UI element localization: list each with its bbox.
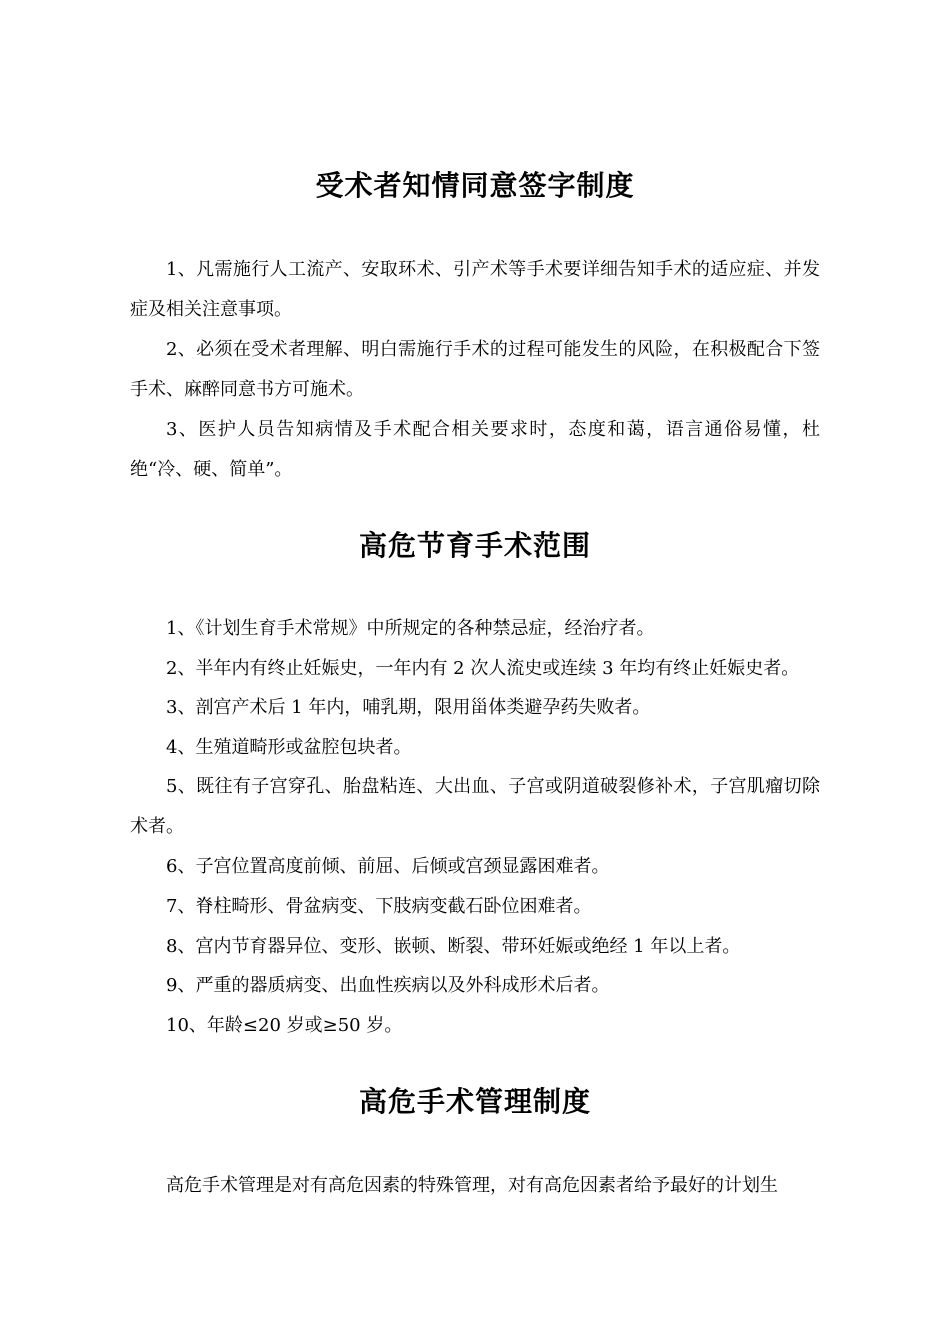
- scope-item-8: 8、宫内节育器异位、变形、嵌顿、断裂、带环妊娠或绝经 1 年以上者。: [166, 936, 741, 957]
- consent-item-2: 2、必须在受术者理解、明白需施行手术的过程可能发生的风险，在积极配合下签手术、麻醉同意书方可施术。: [130, 339, 820, 400]
- scope-item-6: 6、子宫位置高度前倾、前屈、后倾或宫颈显露困难者。: [166, 856, 610, 877]
- scope-item-9: 9、严重的器质病变、出血性疾病以及外科成形术后者。: [166, 975, 610, 996]
- scope-item-4: 4、生殖道畸形或盆腔包块者。: [166, 737, 412, 758]
- consent-item-1: 1、凡需施行人工流产、安取环术、引产术等手术要详细告知手术的适应症、并发症及相关注意事项。: [130, 259, 820, 320]
- scope-item-7: 7、脊柱畸形、骨盆病变、下肢病变截石卧位困难者。: [166, 896, 592, 917]
- section-title-high-risk-management: 高危手术管理制度: [358, 1085, 591, 1118]
- scope-item-3: 3、剖宫产术后 1 年内，哺乳期，限用甾体类避孕药失败者。: [166, 697, 651, 718]
- scope-item-1: 1、《计划生育手术常规》中所规定的各种禁忌症，经治疗者。: [166, 618, 655, 639]
- scope-item-2: 2、半年内有终止妊娠史，一年内有 2 次人流史或连续 3 年均有终止妊娠史者。: [166, 658, 800, 679]
- section-title-informed-consent: 受术者知情同意签字制度: [315, 169, 635, 202]
- scope-item-10: 10、年龄≤20 岁或≥50 岁。: [166, 1015, 403, 1036]
- consent-item-3: 3、医护人员告知病情及手术配合相关要求时，态度和蔼，语言通俗易懂，杜绝“冷、硬、简单”。: [130, 419, 820, 480]
- section-title-high-risk-scope: 高危节育手术范围: [358, 529, 591, 562]
- scope-item-5: 5、既往有子宫穿孔、胎盘粘连、大出血、子宫或阴道破裂修补术，子宫肌瘤切除术者。: [130, 776, 820, 837]
- management-paragraph: 高危手术管理是对有高危因素的特殊管理，对有高危因素者给予最好的计划生: [166, 1175, 778, 1196]
